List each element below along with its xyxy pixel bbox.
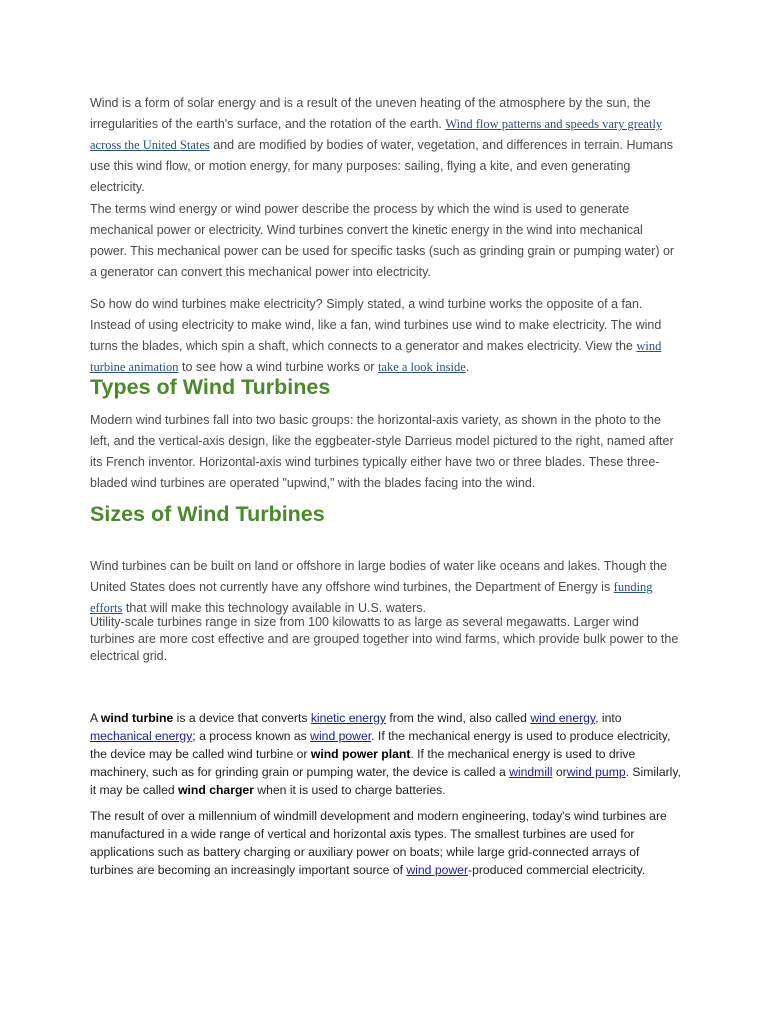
paragraph-utility-scale — [90, 614, 682, 665]
paragraph-wind-energy-terms — [90, 199, 682, 283]
paragraph-wind-turbine-definition — [90, 709, 682, 799]
text: from the wind, also called — [386, 711, 531, 725]
paragraph-turbine-history — [90, 807, 682, 879]
bold-term-wind-turbine: wind turbine — [100, 711, 174, 725]
link-wind-power[interactable]: wind power — [310, 729, 372, 743]
text: A — [90, 711, 101, 725]
text: and are modified by bodies of water, vegetation, and differences in terrain. Humans use this wind flow, or motion energy, for many purposes: sailing, flying a kite, and even generating electricity. — [90, 138, 674, 194]
paragraph-wind-intro — [90, 93, 682, 198]
link-wind-energy[interactable]: wind energy — [530, 711, 596, 725]
link-mechanical-energy[interactable]: mechanical energy — [90, 729, 193, 743]
text: So how do wind turbines make electricity? Simply stated, a wind turbine works the opposite of a fan. Instead of using electricity to make wind, like a fan, wind turbines use wind to make electricity. The wind turns the blades, which spin a shaft, which connects to a generator and makes electricity. View the — [90, 297, 662, 353]
link-wind-pump[interactable]: wind pump — [566, 765, 626, 779]
text: Modern wind turbines fall into two basic groups: the horizontal-axis variety, as shown in the photo to the left, and the vertical-axis design, like the eggbeater-style Darrieus model pictured to the right, named after its French inventor. Horizontal-axis wind turbines typically either have two or three blades. These three-bladed wind turbines are operated "upwind," with the blades facing into the wind. — [90, 413, 674, 490]
paragraph-turbine-types — [90, 410, 682, 494]
text: Wind is a form of solar energy and is a result of the uneven heating of the atmosphere by the sun, the irregularities of the earth's surface, and the rotation of the earth. — [90, 96, 651, 131]
text: . If the mechanical energy is used to drive machinery, such as for grinding grain or pumping water, the device is called a — [90, 747, 636, 779]
link-funding-efforts[interactable]: funding efforts — [90, 580, 653, 615]
bold-term-wind-charger: wind charger — [178, 783, 254, 797]
text: when it is used to charge batteries. — [253, 783, 446, 797]
link-take-a-look-inside[interactable]: take a look inside — [377, 360, 466, 374]
heading-sizes-of-wind-turbines: Sizes of Wind Turbines — [90, 502, 325, 526]
heading-types-of-wind-turbines: Types of Wind Turbines — [90, 375, 331, 399]
text: -produced commercial electricity. — [468, 863, 646, 877]
paragraph-offshore-turbines — [90, 556, 682, 619]
link-windmill[interactable]: windmill — [509, 765, 553, 779]
text: or — [552, 765, 567, 779]
text: is a device that converts — [173, 711, 311, 725]
text: . — [465, 360, 470, 374]
text: , into — [595, 711, 622, 725]
text: to see how a wind turbine works or — [178, 360, 378, 374]
link-wind-power-2[interactable]: wind power — [406, 863, 469, 877]
text: The result of over a millennium of windmill development and modern engineering, today's wind turbines are manufactured in a wide range of vertical and horizontal axis types. The smallest turbines are used for applications such as battery charging or auxiliary power on boats; while large grid-connected arrays of turbines are becoming an increasingly important source of — [90, 809, 667, 877]
text: ; a process known as — [192, 729, 311, 743]
text: The terms wind energy or wind power describe the process by which the wind is used to generate mechanical power or electricity. Wind turbines convert the kinetic energy in the wind into mechanical power. This mechanical power can be used for specific tasks (such as grinding grain or pumping water) or a generator can convert this mechanical power into electricity. — [90, 202, 675, 279]
text: Wind turbines can be built on land or offshore in large bodies of water like oceans and lakes. Though the United States does not currently have any offshore wind turbines, the Department of Energy is — [90, 559, 667, 594]
text: . If the mechanical energy is used to produce electricity, the device may be called wind turbine or — [90, 729, 671, 761]
link-kinetic-energy[interactable]: kinetic energy — [310, 711, 387, 725]
text: that will make this technology available in U.S. waters. — [122, 601, 427, 615]
link-wind-turbine-animation[interactable]: wind turbine animation — [90, 339, 662, 374]
text: . Similarly, it may be called — [90, 765, 681, 797]
bold-term-wind-power-plant: wind power plant — [310, 747, 411, 761]
text: Utility-scale turbines range in size from 100 kilowatts to as large as several megawatts. Larger wind turbines are more cost effective and are grouped together into wind farms, which provide bulk power to the electrical grid. — [90, 615, 679, 663]
paragraph-how-turbines-work — [90, 294, 682, 378]
link-wind-flow-patterns[interactable]: Wind flow patterns and speeds vary greatly across the United States — [90, 117, 663, 152]
